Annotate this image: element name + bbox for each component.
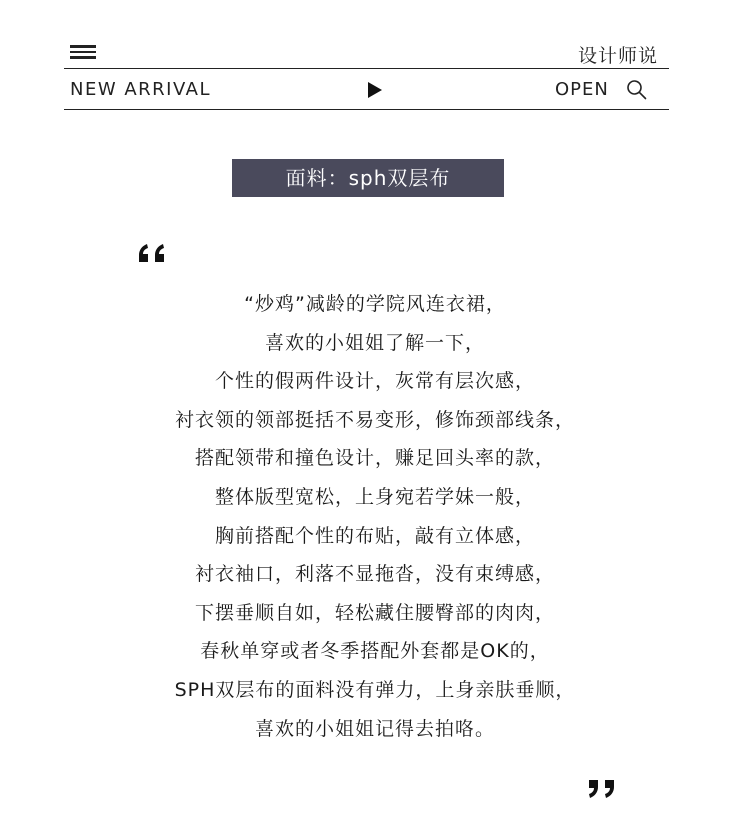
top-bar — [64, 36, 669, 69]
nav-bar — [64, 69, 669, 110]
description-line: 衬衣领的领部挺括不易变形，修饰颈部线条， — [174, 408, 575, 431]
description-line: 下摆垂顺自如，轻松藏住腰臀部的肉肉， — [194, 601, 555, 624]
description-text — [0, 285, 750, 748]
description-line: 整体版型宽松，上身宛若学妹一般， — [214, 485, 535, 508]
open-quote-icon — [137, 243, 169, 263]
menu-line — [70, 45, 96, 48]
description-line: 喜欢的小姐姐了解一下， — [264, 331, 485, 354]
description-line: 春秋单穿或者冬季搭配外套都是OK的， — [200, 640, 550, 663]
menu-line — [70, 51, 96, 54]
description-line: 个性的假两件设计，灰常有层次感， — [214, 370, 535, 393]
fabric-label: 面料：sph双层布 — [232, 159, 504, 197]
designer-says-link[interactable]: 设计师说 — [577, 45, 658, 67]
hamburger-menu-icon[interactable] — [70, 44, 96, 60]
description-line: 搭配领带和撞色设计，赚足回头率的款， — [194, 447, 555, 470]
description-line: SPH双层布的面料没有弹力，上身亲肤垂顺， — [174, 678, 576, 701]
description-line: 胸前搭配个性的布贴，敲有立体感， — [214, 524, 535, 547]
search-icon[interactable] — [626, 79, 648, 101]
play-icon[interactable] — [368, 82, 382, 98]
new-arrival-label[interactable]: NEW ARRIVAL — [70, 79, 211, 100]
close-quote-icon — [584, 779, 616, 799]
description-line: “炒鸡”减龄的学院风连衣裙， — [244, 293, 506, 315]
menu-line — [70, 56, 96, 59]
description-line: 衬衣袖口，利落不显拖沓，没有束缚感， — [194, 563, 555, 586]
description-line: 喜欢的小姐姐记得去拍咯。 — [254, 717, 495, 740]
open-button[interactable]: OPEN — [555, 79, 609, 100]
